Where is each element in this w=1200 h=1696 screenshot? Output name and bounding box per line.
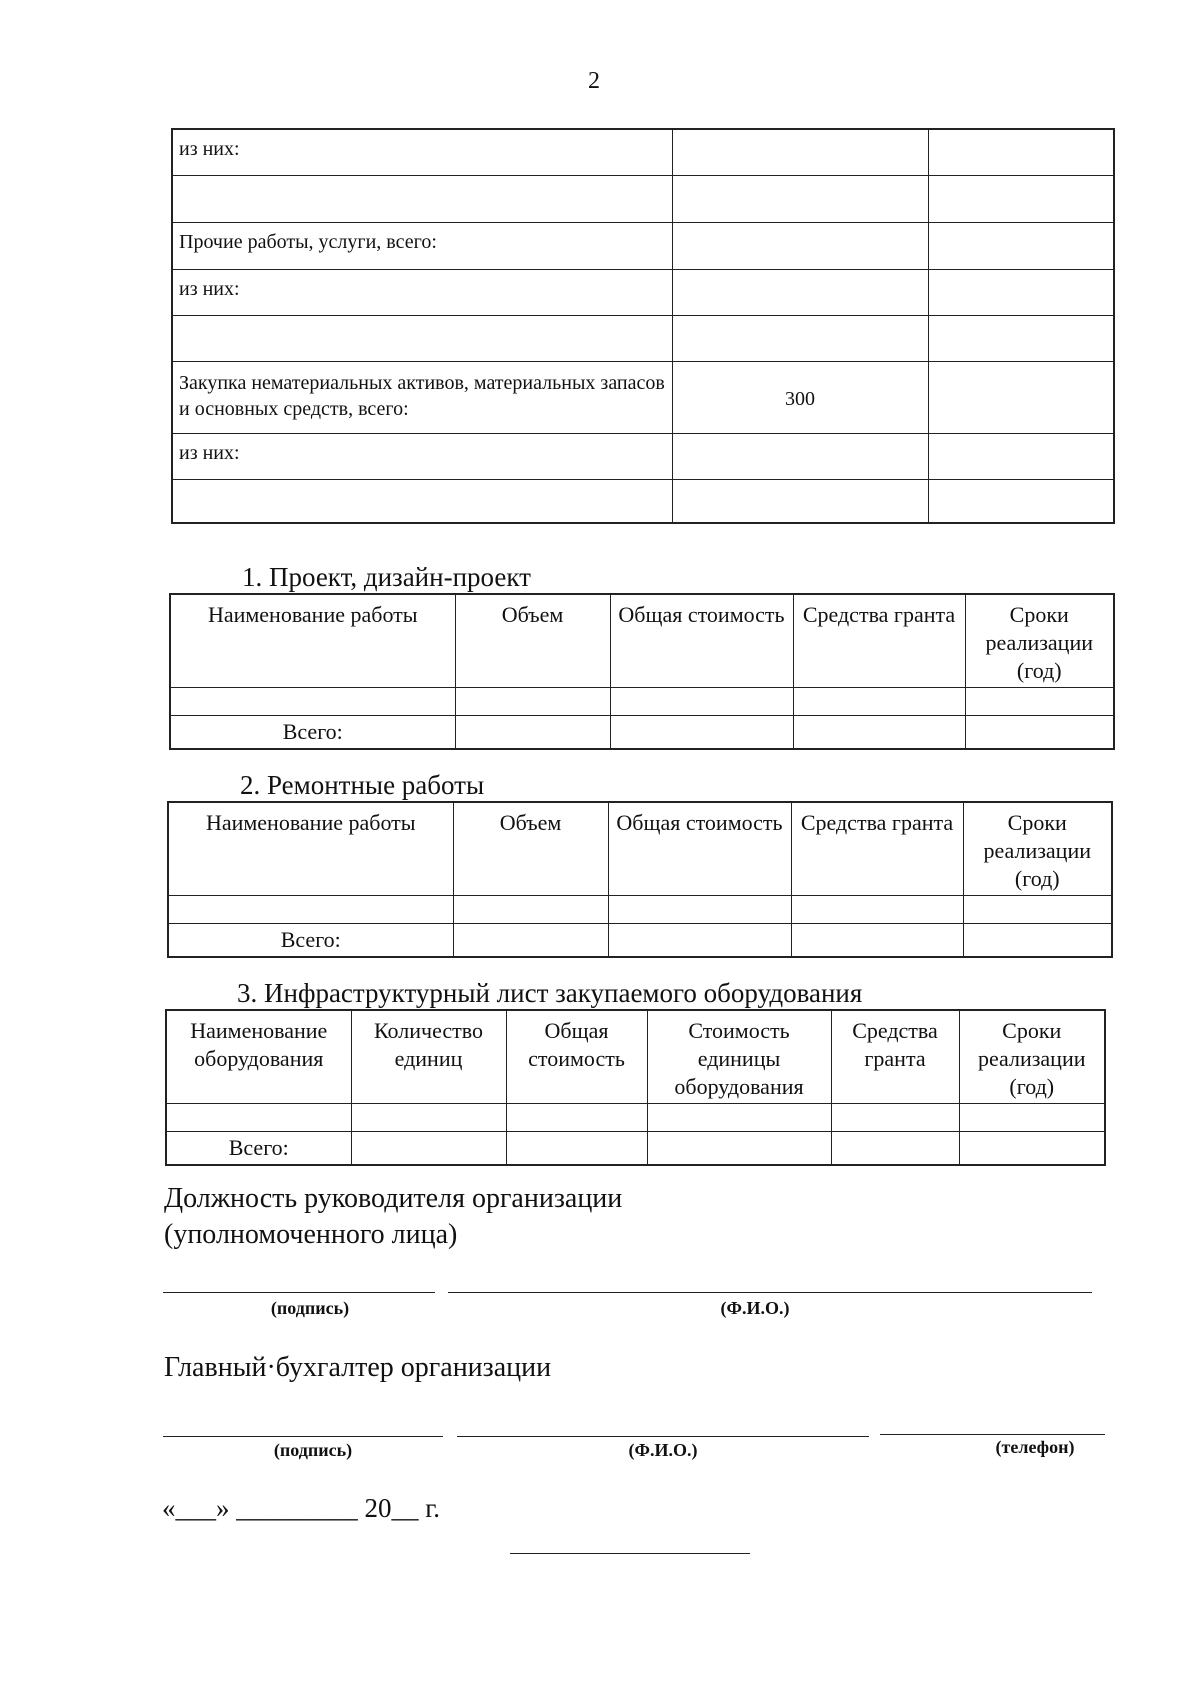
table-row (166, 1104, 1105, 1132)
table-row (168, 896, 1112, 924)
cell (455, 688, 610, 716)
section1-title: 1. Проект, дизайн-проект (242, 562, 531, 592)
table-row (170, 688, 1114, 716)
cell (793, 716, 965, 750)
col-header: Общая стоимость (608, 802, 791, 896)
row-extra (928, 222, 1114, 269)
total-label: Всего: (168, 924, 453, 958)
cell (793, 688, 965, 716)
date-line: «___» _________ 20__ г. (162, 1493, 441, 1523)
acc-caption-sign: (подпись) (273, 1440, 353, 1460)
table-row (172, 361, 1114, 433)
cell (453, 896, 608, 924)
cell (610, 688, 793, 716)
cell (608, 896, 791, 924)
row-value (672, 129, 928, 175)
row-label (172, 479, 672, 523)
cell (647, 1132, 831, 1166)
col-header: Количество единиц (351, 1010, 506, 1104)
table-total-row (170, 716, 1114, 750)
head-title-line1: Должность руководителя организации (164, 1183, 623, 1214)
total-label: Всего: (170, 716, 455, 750)
cell (506, 1104, 647, 1132)
row-label: из них: (172, 269, 672, 315)
cell (166, 1104, 351, 1132)
acc-caption-name: (Ф.И.О.) (628, 1440, 698, 1460)
row-value (672, 269, 928, 315)
table-row (172, 129, 1114, 175)
cell (455, 716, 610, 750)
col-header: Объем (455, 594, 610, 688)
row-label: Прочие работы, услуги, всего: (172, 222, 672, 269)
cell (351, 1132, 506, 1166)
row-value (672, 315, 928, 361)
col-header: Наименование работы (168, 802, 453, 896)
cell (965, 716, 1114, 750)
section3-title: 3. Инфраструктурный лист закупаемого оборудования (237, 978, 863, 1008)
cell (791, 924, 963, 958)
table-total-row (166, 1132, 1105, 1166)
row-extra (928, 129, 1114, 175)
row-value (672, 222, 928, 269)
row-label (172, 175, 672, 222)
head-caption-name: (Ф.И.О.) (720, 1298, 790, 1318)
page-number: 2 (588, 68, 600, 94)
table-row (172, 269, 1114, 315)
table-row (172, 222, 1114, 269)
row-value: 300 (672, 361, 928, 433)
cell (506, 1132, 647, 1166)
row-value (672, 479, 928, 523)
row-extra (928, 361, 1114, 433)
table-total-row (168, 924, 1112, 958)
table-row (172, 175, 1114, 222)
table-row (172, 315, 1114, 361)
col-header: Объем (453, 802, 608, 896)
row-extra (928, 433, 1114, 479)
cell (959, 1132, 1105, 1166)
acc-signature-line (163, 1436, 443, 1437)
row-extra (928, 479, 1114, 523)
row-label (172, 315, 672, 361)
section1-table (169, 593, 1115, 750)
col-header: Сроки реализации (год) (959, 1010, 1105, 1104)
cell (453, 924, 608, 958)
row-value (672, 433, 928, 479)
section2-table (167, 801, 1113, 958)
head-name-line (448, 1292, 1092, 1293)
cell (168, 896, 453, 924)
cell (647, 1104, 831, 1132)
section2-title: 2. Ремонтные работы (240, 770, 485, 800)
cell (831, 1104, 959, 1132)
col-header: Стоимость единицы оборудования (647, 1010, 831, 1104)
col-header: Общая стоимость (506, 1010, 647, 1104)
row-extra (928, 315, 1114, 361)
cell (831, 1132, 959, 1166)
row-extra (928, 269, 1114, 315)
cell (791, 896, 963, 924)
cell (608, 924, 791, 958)
col-header: Наименование оборудования (166, 1010, 351, 1104)
head-signature-line (163, 1292, 435, 1293)
cell (351, 1104, 506, 1132)
budget-table (171, 128, 1115, 524)
acc-name-line (457, 1436, 869, 1437)
head-title-line2: (уполномоченного лица) (164, 1219, 458, 1250)
row-label: из них: (172, 433, 672, 479)
row-extra (928, 175, 1114, 222)
table-row (172, 433, 1114, 479)
cell (959, 1104, 1105, 1132)
col-header: Средства гранта (791, 802, 963, 896)
table-row (172, 479, 1114, 523)
total-label: Всего: (166, 1132, 351, 1166)
cell (610, 716, 793, 750)
table-header-row (168, 802, 1112, 896)
head-caption-sign: (подпись) (270, 1298, 350, 1318)
col-header: Средства гранта (793, 594, 965, 688)
acc-phone-line (880, 1434, 1105, 1435)
col-header: Средства гранта (831, 1010, 959, 1104)
cell (170, 688, 455, 716)
end-rule (510, 1553, 750, 1554)
row-label: из них: (172, 129, 672, 175)
row-value (672, 175, 928, 222)
accountant-title: Главный·бухгалтер организации (164, 1352, 552, 1383)
row-label: Закупка нематериальных активов, материальных запасов и основных средств, всего: (172, 361, 672, 433)
table-header-row (170, 594, 1114, 688)
cell (963, 896, 1112, 924)
col-header: Сроки реализации (год) (965, 594, 1114, 688)
col-header: Сроки реализации (год) (963, 802, 1112, 896)
col-header: Общая стоимость (610, 594, 793, 688)
acc-caption-phone: (телефон) (995, 1437, 1075, 1457)
section3-table (165, 1009, 1106, 1166)
cell (965, 688, 1114, 716)
cell (963, 924, 1112, 958)
col-header: Наименование работы (170, 594, 455, 688)
table-header-row (166, 1010, 1105, 1104)
